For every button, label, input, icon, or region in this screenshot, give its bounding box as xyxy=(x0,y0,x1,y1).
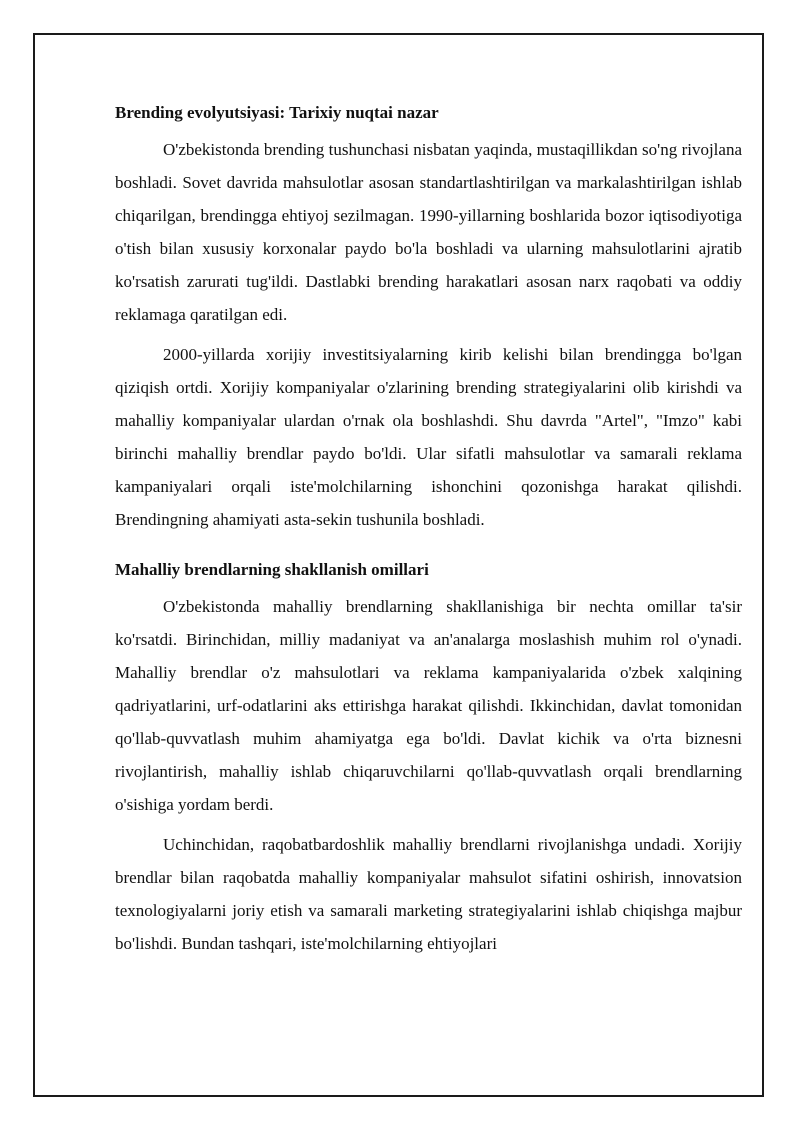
section-heading-evolution: Brending evolyutsiyasi: Tarixiy nuqtai nazar xyxy=(115,103,439,122)
paragraph: 2000-yillarda xorijiy investitsiyalarning kirib kelishi bilan brendingga bo'lgan qiziqish ortdi. Xorijiy kompaniyalar o'zlarining brending strategiyalarini olib kirishdi va mahalliy kompaniyalar ulardan o'rnak ola boshlashdi. Shu davrda "Artel", "Imzo" kabi birinchi mahalliy brendlar paydo bo'ldi. Ular sifatli mahsulotlar va samarali reklama kampaniyalari orqali iste'molchilarning ishonchini qozonishga harakat qilishdi. Brendingning ahamiyati asta-sekin tushunila boshladi. xyxy=(115,345,742,529)
paragraph: O'zbekistonda brending tushunchasi nisbatan yaqinda, mustaqillikdan so'ng rivojlana boshladi. Sovet davrida mahsulotlar asosan standartlashtirilgan va markalashtirilgan ishlab chiqarilgan, brendingga ehtiyoj sezilmagan. 1990-yillarning boshlarida bozor iqtisodiyotiga o'tish bilan xususiy korxonalar paydo bo'la boshladi va ularning mahsulotlarini ajratib ko'rsatish zarurati tug'ildi. Dastlabki brending harakatlari asosan narx raqobati va oddiy reklamaga qaratilgan edi. xyxy=(115,140,742,324)
paragraph: O'zbekistonda mahalliy brendlarning shakllanishiga bir nechta omillar ta'sir ko'rsatdi. Birinchidan, milliy madaniyat va an'analarga moslashish muhim rol o'ynadi. Mahalliy brendlar o'z mahsulotlari va reklama kampaniyalarida o'zbek xalqining qadriyatlarini, urf-odatlarini aks ettirishga harakat qilishdi. Ikkinchidan, davlat tomonidan qo'llab-quvvatlash muhim ahamiyatga ega bo'ldi. Davlat kichik va o'rta biznesni rivojlantirish, mahalliy ishlab chiqaruvchilarni qo'llab-quvvatlash orqali brendlarning o'sishiga yordam berdi. xyxy=(115,597,742,814)
document-body xyxy=(115,96,742,967)
section-heading-local-brands: Mahalliy brendlarning shakllanish omillari xyxy=(115,560,429,579)
section-spacer xyxy=(115,543,742,553)
paragraph: Uchinchidan, raqobatbardoshlik mahalliy brendlarni rivojlanishga undadi. Xorijiy brendlar bilan raqobatda mahalliy kompaniyalar mahsulot sifatini oshirish, innovatsion texnologiyalarni joriy etish va samarali marketing strategiyalarini ishlab chiqishga majbur bo'lishdi. Bundan tashqari, iste'molchilarning ehtiyojlari xyxy=(115,835,742,953)
